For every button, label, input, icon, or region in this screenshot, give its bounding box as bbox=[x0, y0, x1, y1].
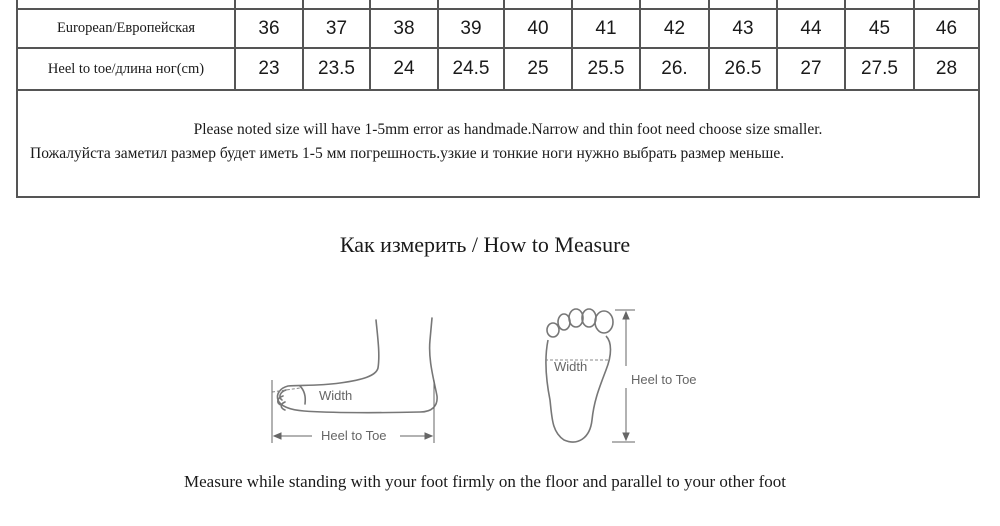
length-cell: 24 bbox=[371, 49, 439, 89]
stub bbox=[304, 0, 371, 8]
size-note-russian: Пожалуйста заметил размер будет иметь 1-5 мм погрешность.узкие и тонкие ноги нужно выбрать размер меньше. bbox=[30, 145, 785, 162]
stub bbox=[18, 0, 236, 8]
eu-size-cell: 46 bbox=[935, 17, 958, 39]
table-row-european bbox=[18, 8, 978, 49]
eu-size-cell: 41 bbox=[573, 10, 641, 47]
stub bbox=[505, 0, 573, 8]
eu-size-cell: 37 bbox=[304, 10, 371, 47]
eu-size-cell: 44 bbox=[778, 10, 846, 47]
table-row-heel-to-toe bbox=[18, 49, 978, 91]
size-note-english: Please noted size will have 1-5mm error as handmade.Narrow and thin foot need choose size smaller. bbox=[193, 121, 823, 138]
row-label-european: European/Европейская bbox=[18, 10, 236, 47]
side-view-width-label: Width bbox=[319, 388, 353, 403]
length-cell: 24.5 bbox=[439, 49, 505, 89]
length-cell: 27 bbox=[778, 49, 846, 89]
length-cell: 26.5 bbox=[710, 49, 778, 89]
table-top-stubs bbox=[18, 0, 978, 8]
length-cell: 28 bbox=[935, 58, 958, 79]
stub bbox=[236, 0, 304, 8]
top-view-width-label: Width bbox=[554, 359, 588, 374]
measure-illustration bbox=[0, 300, 1000, 460]
side-view-length-label: Heel to Toe bbox=[321, 428, 387, 443]
eu-size-cell: 43 bbox=[710, 10, 778, 47]
length-cell: 23 bbox=[236, 49, 304, 89]
length-cell: 25 bbox=[505, 49, 573, 89]
eu-size-cell: 42 bbox=[641, 10, 710, 47]
eu-size-cell: 36 bbox=[236, 10, 304, 47]
eu-size-cell: 39 bbox=[439, 10, 505, 47]
stub bbox=[573, 0, 641, 8]
eu-size-cell: 40 bbox=[505, 10, 573, 47]
stub bbox=[641, 0, 710, 8]
eu-size-cell: 38 bbox=[371, 10, 439, 47]
eu-size-cell: 45 bbox=[846, 10, 915, 47]
stub bbox=[439, 0, 505, 8]
top-view-foot-icon bbox=[546, 309, 613, 442]
size-note bbox=[18, 118, 978, 166]
size-table bbox=[16, 0, 980, 198]
length-cell: 25.5 bbox=[573, 49, 641, 89]
stub bbox=[846, 0, 915, 8]
length-cell: 27.5 bbox=[846, 49, 915, 89]
stub bbox=[371, 0, 439, 8]
stub bbox=[778, 0, 846, 8]
length-cell: 26. bbox=[641, 49, 710, 89]
row-label-heel-to-toe: Heel to toe/длина ног(cm) bbox=[18, 49, 236, 89]
measure-instruction: Measure while standing with your foot firmly on the floor and parallel to your other foot bbox=[184, 472, 786, 491]
stub bbox=[710, 0, 778, 8]
top-view-length-label: Heel to Toe bbox=[631, 372, 697, 387]
how-to-measure-title: Как измерить / How to Measure bbox=[339, 232, 631, 257]
side-view-foot-icon bbox=[277, 318, 437, 413]
length-cell: 23.5 bbox=[304, 49, 371, 89]
